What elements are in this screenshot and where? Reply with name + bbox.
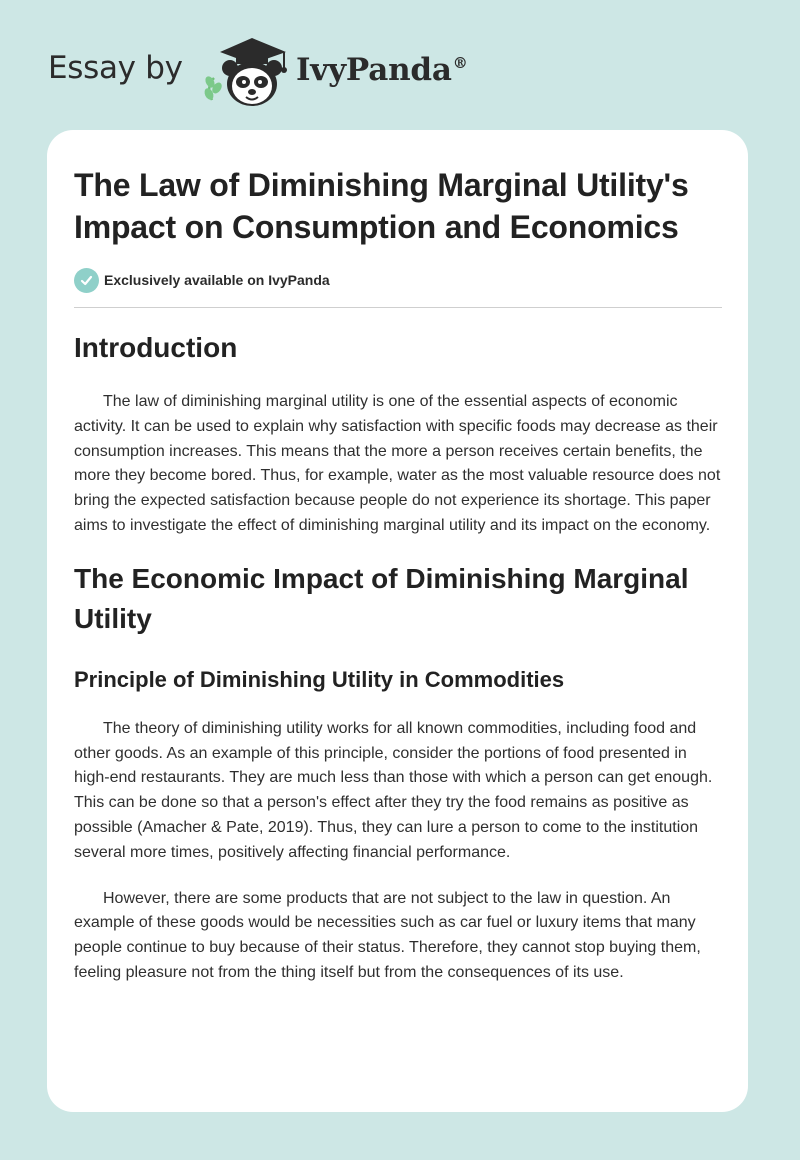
panda-graduate-icon[interactable] bbox=[200, 34, 292, 110]
brand-label: IvyPanda bbox=[296, 52, 452, 88]
registered-mark: ® bbox=[452, 54, 468, 72]
article-card bbox=[47, 130, 748, 1112]
essay-by-label: Essay by bbox=[48, 50, 183, 86]
exclusive-badge-text: Exclusively available on IvyPanda bbox=[104, 272, 330, 288]
exclusive-badge bbox=[74, 266, 722, 294]
exceptions-paragraph: However, there are some products that are not subject to the law in question. An example of these goods would be necessities such as car fuel or luxury items that many people continue to buy because of their status. Therefore, they cannot stop buying them, feeling pleasure not from the thing itself but from the consequences of its use. bbox=[74, 889, 701, 981]
brand-name[interactable] bbox=[296, 52, 468, 88]
introduction-paragraph: The law of diminishing marginal utility is one of the essential aspects of economic activity. It can be used to explain why satisfaction with specific foods may decrease as their consumption increases. This means that the more a person receives certain benefits, the more they become bored. Thus, for example, water as the most valuable resource does not bring the expected satisfaction because people do not experience its shortage. This paper aims to investigate the effect of diminishing marginal utility and its impact on the economy. bbox=[74, 393, 721, 534]
title-divider bbox=[74, 307, 722, 308]
site-header bbox=[0, 0, 800, 130]
article-title: The Law of Diminishing Marginal Utility's Impact on Consumption and Economics bbox=[74, 167, 689, 245]
principle-subheading: Principle of Diminishing Utility in Commodities bbox=[74, 666, 565, 692]
check-circle-icon bbox=[74, 268, 99, 293]
introduction-heading: Introduction bbox=[74, 332, 238, 363]
economic-impact-heading: The Economic Impact of Diminishing Marginal Utility bbox=[74, 562, 689, 634]
commodities-paragraph: The theory of diminishing utility works for all known commodities, including food and other goods. As an example of this principle, consider the portions of food presented in high-end restaurants. They are much less than those with which a person can get enough. This can be done so that a person's effect after they try the food remains as positive as possible (Amacher & Pate, 2019). Thus, they can lure a person to come to the institution several more times, positively affecting financial performance. bbox=[74, 719, 713, 861]
